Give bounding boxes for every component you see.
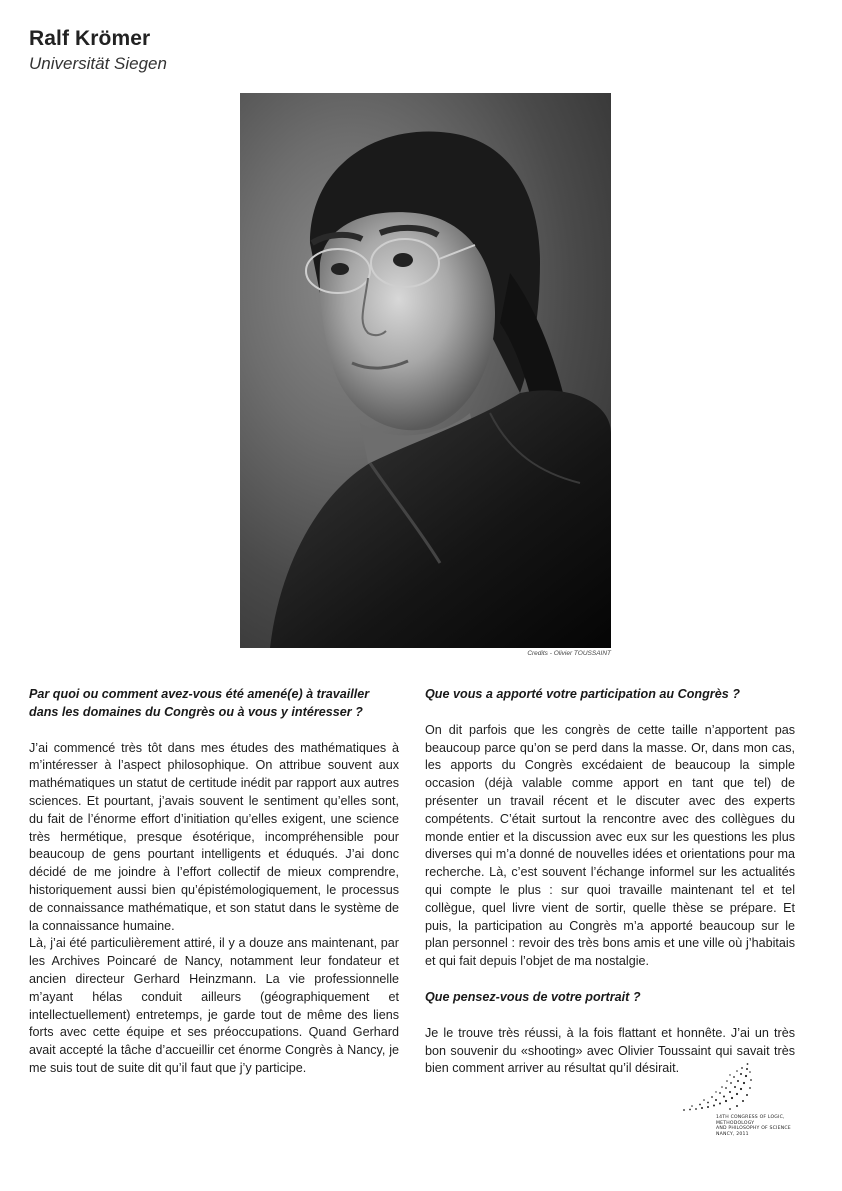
photo-credits: Credits - Olivier TOUSSAINT [527,650,611,657]
right-column [425,686,795,1078]
answer-paragraph: J’ai commencé très tôt dans mes études des mathématiques à m’intéresser à l’aspect philosophique. On attribue souvent aux mathématiques un statut de certitude inédit par rapport aux autres sciences. Et pourtant, j’avais souvent le sentiment qu’elles sont, du fait de l’énorme effort d’initiation qu’elles exigent, une science très hermétique, presque ésotérique, incompréhensible pour beaucoup de gens pourtant intelligents et éduqués. J’ai donc décidé de me joindre à l’effort collectif de mieux comprendre, historiquement aussi bien qu’épistémologiquement, le processus de connaissance mathématique, et son statut dans le système de la connaissance humaine. [29,740,399,933]
question-heading: Par quoi ou comment avez-vous été amené(e) à travailler dans les domaines du Congrès ou à vous y intéresser ? [29,687,370,719]
author-name: Ralf Krömer [29,27,151,50]
portrait-illustration [240,93,611,648]
answer-paragraph: Je le trouve très réussi, à la fois flattant et honnête. J’ai un très bon souvenir du «shooting» avec Olivier Toussaint qui savait très bien comment arriver au résultat qu’il désirait. [425,1025,795,1076]
answer-paragraph: Là, j’ai été particulièrement attiré, il y a douze ans maintenant, par les Archives Poincaré de Nancy, notamment leur fondateur et ancien directeur Gerhard Heinzmann. La vie professionnelle m’ayant hélas conduit ailleurs (géographiquement et intellectuellement) entretemps, je garde tout de même des liens forts avec cette équipe et ses préoccupations. Quand Gerhard avait accepté la tâche d’accueillir cet énorme Congrès à Nancy, je me suis tout de suite dit qu’il faut que j’y participe. [29,936,399,1075]
author-affiliation: Universität Siegen [29,54,167,73]
question-heading: Que pensez-vous de votre portrait ? [425,989,641,1004]
congress-logo-text: 14TH CONGRESS OF LOGIC, METHODOLOGY AND PHILOSOPHY OF SCIENCE NANCY, 2011 [716,1115,791,1137]
portrait-photo [240,93,611,648]
question-heading: Que vous a apporté votre participation au Congrès ? [425,687,740,701]
answer-paragraph: On dit parfois que les congrès de cette taille n’apportent pas beaucoup parce qu’on se perd dans la masse. Or, dans mon cas, les apports du Congrès excédaient de beaucoup la simple occasion (déjà valable comme apport en tant que tel) de présenter un travail récent et le discuter avec des experts compétents. C’était surtout la rencontre avec des collègues du monde entier et la discussion avec eux sur les questions les plus diverses qui m’a donné de nouvelles idées et orientations pour ma recherche. Là, c’est souvent l’échange informel sur les actualités qui compte le plus : sur quoi travaille maintenant tel et tel collègue, quel livre vient de sortir, quelle thèse se prépare. Et puis, la participation au Congrès m’a apporté beaucoup sur le plan personnel : revoir des très bons amis et une ville où j’habitais et qui fait depuis l’objet de ma nostalgie. [425,722,795,969]
left-column [29,686,399,1078]
